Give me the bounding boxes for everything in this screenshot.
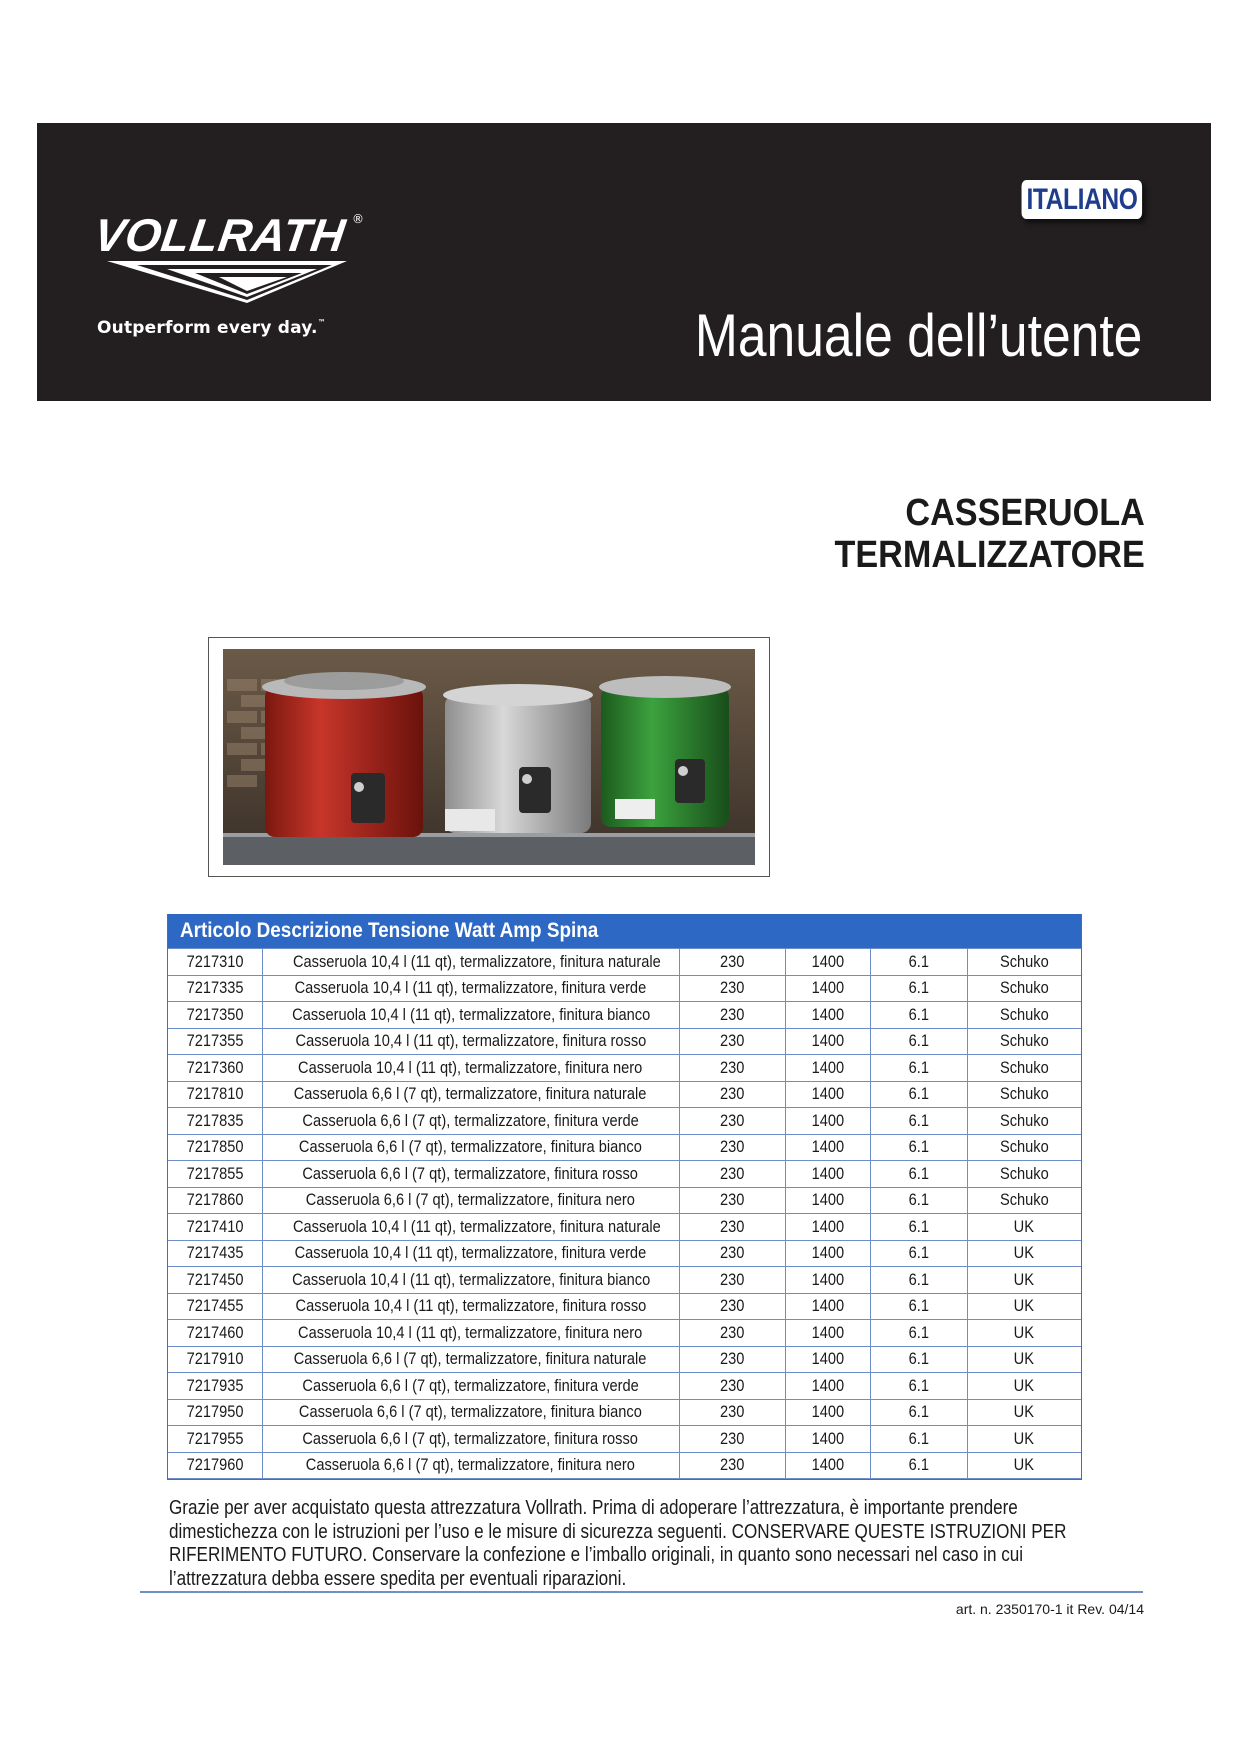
cell-description xyxy=(262,1373,679,1400)
cell-plug xyxy=(967,1346,1081,1373)
cell-text: 7217450 xyxy=(186,1269,244,1289)
cell-text: 6.1 xyxy=(908,1428,929,1448)
cell-watt xyxy=(785,1320,870,1347)
cell-text: 230 xyxy=(719,978,745,998)
table-row xyxy=(168,1267,1081,1294)
cell-description xyxy=(262,1426,679,1453)
cell-text: UK xyxy=(1014,1243,1035,1263)
cell-plug xyxy=(967,1373,1081,1400)
spec-table-header: Articolo Descrizione Tensione Watt Amp Spina xyxy=(168,914,1081,948)
svg-text:VOLLRATH: VOLLRATH xyxy=(90,209,349,261)
cell-description xyxy=(262,1002,679,1029)
cell-item-code xyxy=(168,1002,262,1029)
cell-watt xyxy=(785,1187,870,1214)
cell-text: 1400 xyxy=(811,1004,844,1024)
table-row xyxy=(168,1187,1081,1214)
cell-text: 6.1 xyxy=(908,1031,929,1051)
cell-voltage xyxy=(679,1452,785,1479)
cell-text: 7217950 xyxy=(186,1402,244,1422)
cell-text: 230 xyxy=(719,1084,745,1104)
cell-voltage xyxy=(679,1267,785,1294)
cell-plug xyxy=(967,1055,1081,1082)
cell-amp xyxy=(870,1161,967,1188)
cell-item-code xyxy=(168,1373,262,1400)
cell-plug xyxy=(967,1452,1081,1479)
cell-item-code xyxy=(168,1320,262,1347)
cell-text: 230 xyxy=(719,1163,745,1183)
cell-voltage xyxy=(679,1214,785,1241)
cell-text: Casseruola 10,4 l (11 qt), termalizzatore, finitura nero xyxy=(298,1322,643,1342)
cell-description xyxy=(262,1267,679,1294)
cell-text: 230 xyxy=(719,1137,745,1157)
cell-text: Casseruola 6,6 l (7 qt), termalizzatore, finitura naturale xyxy=(294,1349,647,1369)
cell-text: 6.1 xyxy=(908,1269,929,1289)
cell-text: Schuko xyxy=(999,951,1049,971)
cell-plug xyxy=(967,1399,1081,1426)
cell-watt xyxy=(785,949,870,976)
cell-text: Casseruola 10,4 l (11 qt), termalizzatore, finitura verde xyxy=(294,978,647,998)
cell-amp xyxy=(870,1134,967,1161)
cell-description xyxy=(262,1161,679,1188)
table-row xyxy=(168,1320,1081,1347)
cell-text: Casseruola 6,6 l (7 qt), termalizzatore, finitura rosso xyxy=(302,1428,639,1448)
cell-text: 7217310 xyxy=(186,951,244,971)
cell-plug xyxy=(967,1240,1081,1267)
cell-text: 6.1 xyxy=(908,1084,929,1104)
cell-watt xyxy=(785,1028,870,1055)
cell-item-code xyxy=(168,1426,262,1453)
cell-text: Schuko xyxy=(999,1110,1049,1130)
cell-amp xyxy=(870,1187,967,1214)
cell-text: 7217910 xyxy=(186,1349,244,1369)
cell-amp xyxy=(870,1293,967,1320)
cell-text: Casseruola 6,6 l (7 qt), termalizzatore, finitura bianco xyxy=(299,1137,642,1157)
cell-text: Casseruola 6,6 l (7 qt), termalizzatore, finitura verde xyxy=(302,1110,639,1130)
cell-text: 7217855 xyxy=(186,1163,244,1183)
cell-watt xyxy=(785,1346,870,1373)
cell-plug xyxy=(967,1081,1081,1108)
cell-amp xyxy=(870,975,967,1002)
cell-text: 6.1 xyxy=(908,1455,929,1475)
svg-text:®: ® xyxy=(352,212,364,226)
cell-text: Casseruola 6,6 l (7 qt), termalizzatore, finitura bianco xyxy=(299,1402,642,1422)
cell-text: 1400 xyxy=(811,1428,844,1448)
cell-text: 230 xyxy=(719,1455,745,1475)
product-title xyxy=(835,492,1145,576)
table-row xyxy=(168,949,1081,976)
cell-plug xyxy=(967,1293,1081,1320)
table-row xyxy=(168,975,1081,1002)
cell-text: Casseruola 10,4 l (11 qt), termalizzatore, finitura rosso xyxy=(295,1296,646,1316)
cell-item-code xyxy=(168,1214,262,1241)
cell-description xyxy=(262,949,679,976)
cell-amp xyxy=(870,1028,967,1055)
cell-text: 1400 xyxy=(811,1084,844,1104)
cell-text: UK xyxy=(1014,1428,1035,1448)
table-row xyxy=(168,1346,1081,1373)
cell-watt xyxy=(785,1373,870,1400)
cell-amp xyxy=(870,1452,967,1479)
cell-text: UK xyxy=(1014,1216,1035,1236)
cell-plug xyxy=(967,1108,1081,1135)
cell-description xyxy=(262,1214,679,1241)
cell-amp xyxy=(870,1108,967,1135)
cell-text: 6.1 xyxy=(908,1137,929,1157)
vollrath-logo xyxy=(90,203,387,313)
cell-amp xyxy=(870,1081,967,1108)
cell-plug xyxy=(967,1320,1081,1347)
cell-text: 1400 xyxy=(811,1057,844,1077)
cell-amp xyxy=(870,1320,967,1347)
cell-item-code xyxy=(168,1028,262,1055)
table-row xyxy=(168,1452,1081,1479)
cell-description xyxy=(262,1081,679,1108)
cell-text: 7217360 xyxy=(186,1057,244,1077)
cell-item-code xyxy=(168,1108,262,1135)
cell-voltage xyxy=(679,1240,785,1267)
cell-text: 7217835 xyxy=(186,1110,244,1130)
cell-description xyxy=(262,1240,679,1267)
cell-text: 6.1 xyxy=(908,1004,929,1024)
cell-text: 1400 xyxy=(811,951,844,971)
cell-text: UK xyxy=(1014,1455,1035,1475)
cell-text: 7217935 xyxy=(186,1375,244,1395)
cell-description xyxy=(262,1055,679,1082)
cell-text: 6.1 xyxy=(908,1057,929,1077)
cell-text: 6.1 xyxy=(908,1349,929,1369)
cell-text: 1400 xyxy=(811,1455,844,1475)
cell-text: 230 xyxy=(719,1190,745,1210)
cell-text: Casseruola 6,6 l (7 qt), termalizzatore, finitura verde xyxy=(302,1375,639,1395)
cell-text: 7217350 xyxy=(186,1004,244,1024)
product-photo xyxy=(208,637,770,877)
cell-text: UK xyxy=(1014,1269,1035,1289)
cell-text: 1400 xyxy=(811,1402,844,1422)
cell-plug xyxy=(967,1028,1081,1055)
cell-text: 1400 xyxy=(811,1110,844,1130)
cell-text: 1400 xyxy=(811,1322,844,1342)
cell-item-code xyxy=(168,1055,262,1082)
cell-voltage xyxy=(679,1187,785,1214)
cell-text: Schuko xyxy=(999,978,1049,998)
cell-voltage xyxy=(679,1346,785,1373)
table-row xyxy=(168,1426,1081,1453)
cell-amp xyxy=(870,1002,967,1029)
cell-text: Schuko xyxy=(999,1190,1049,1210)
cell-plug xyxy=(967,1134,1081,1161)
cell-item-code xyxy=(168,1161,262,1188)
cell-text: Casseruola 10,4 l (11 qt), termalizzatore, finitura verde xyxy=(294,1243,647,1263)
cell-voltage xyxy=(679,949,785,976)
cell-voltage xyxy=(679,1055,785,1082)
cell-text: 7217810 xyxy=(186,1084,244,1104)
cell-amp xyxy=(870,1426,967,1453)
cell-item-code xyxy=(168,1240,262,1267)
cell-plug xyxy=(967,1426,1081,1453)
cell-voltage xyxy=(679,1161,785,1188)
cell-text: 230 xyxy=(719,1349,745,1369)
cell-text: 6.1 xyxy=(908,951,929,971)
cell-text: 6.1 xyxy=(908,1163,929,1183)
cell-voltage xyxy=(679,1028,785,1055)
cell-item-code xyxy=(168,1293,262,1320)
cell-text: 1400 xyxy=(811,1243,844,1263)
cell-text: 7217410 xyxy=(186,1216,244,1236)
cell-item-code xyxy=(168,975,262,1002)
cell-text: Casseruola 10,4 l (11 qt), termalizzatore, finitura bianco xyxy=(291,1004,650,1024)
cell-voltage xyxy=(679,1320,785,1347)
cell-voltage xyxy=(679,1426,785,1453)
cell-text: 1400 xyxy=(811,978,844,998)
cell-text: Casseruola 6,6 l (7 qt), termalizzatore, finitura nero xyxy=(305,1455,636,1475)
cell-voltage xyxy=(679,975,785,1002)
cell-text: 1400 xyxy=(811,1190,844,1210)
cell-text: 6.1 xyxy=(908,1110,929,1130)
cell-plug xyxy=(967,975,1081,1002)
cell-text: Schuko xyxy=(999,1004,1049,1024)
cell-description xyxy=(262,1293,679,1320)
cell-text: 230 xyxy=(719,1269,745,1289)
cell-plug xyxy=(967,1214,1081,1241)
cell-description xyxy=(262,1134,679,1161)
cell-watt xyxy=(785,1452,870,1479)
cell-description xyxy=(262,1320,679,1347)
cell-text: 6.1 xyxy=(908,1216,929,1236)
cell-text: Schuko xyxy=(999,1163,1049,1183)
table-row xyxy=(168,1055,1081,1082)
cell-text: 6.1 xyxy=(908,1190,929,1210)
table-row xyxy=(168,1002,1081,1029)
table-row xyxy=(168,1399,1081,1426)
cell-text: 7217435 xyxy=(186,1243,244,1263)
cell-amp xyxy=(870,1267,967,1294)
cell-watt xyxy=(785,1134,870,1161)
cell-plug xyxy=(967,1187,1081,1214)
cell-voltage xyxy=(679,1108,785,1135)
cell-text: Casseruola 6,6 l (7 qt), termalizzatore, finitura nero xyxy=(305,1190,636,1210)
cell-text: Schuko xyxy=(999,1137,1049,1157)
cell-amp xyxy=(870,1373,967,1400)
cell-text: 7217455 xyxy=(186,1296,244,1316)
cell-text: Schuko xyxy=(999,1057,1049,1077)
cell-text: 7217860 xyxy=(186,1190,244,1210)
cell-text: Schuko xyxy=(999,1031,1049,1051)
footer-rule xyxy=(140,1591,1143,1593)
language-badge: ITALIANO xyxy=(1021,180,1142,219)
header-band xyxy=(37,123,1211,401)
cell-voltage xyxy=(679,1002,785,1029)
cell-text: 1400 xyxy=(811,1269,844,1289)
cell-text: UK xyxy=(1014,1322,1035,1342)
cell-description xyxy=(262,975,679,1002)
cell-text: Casseruola 6,6 l (7 qt), termalizzatore, finitura naturale xyxy=(294,1084,647,1104)
cell-description xyxy=(262,1187,679,1214)
cell-text: 230 xyxy=(719,1243,745,1263)
cell-voltage xyxy=(679,1399,785,1426)
product-title-line1: CASSERUOLA xyxy=(905,492,1145,534)
cell-text: 6.1 xyxy=(908,1296,929,1316)
cell-text: UK xyxy=(1014,1349,1035,1369)
cell-watt xyxy=(785,1267,870,1294)
cell-description xyxy=(262,1452,679,1479)
table-row xyxy=(168,1028,1081,1055)
cell-text: 6.1 xyxy=(908,978,929,998)
cell-text: UK xyxy=(1014,1402,1035,1422)
product-title-line2: TERMALIZZATORE xyxy=(834,534,1145,576)
cell-text: Casseruola 10,4 l (11 qt), termalizzatore, finitura bianco xyxy=(291,1269,650,1289)
cell-text: 230 xyxy=(719,1375,745,1395)
cell-text: 1400 xyxy=(811,1031,844,1051)
cell-plug xyxy=(967,949,1081,976)
cell-amp xyxy=(870,1346,967,1373)
kettles-illustration xyxy=(223,649,755,865)
cell-text: 1400 xyxy=(811,1349,844,1369)
cell-text: 230 xyxy=(719,1296,745,1316)
cell-text: Casseruola 10,4 l (11 qt), termalizzatore, finitura nero xyxy=(298,1057,643,1077)
cell-amp xyxy=(870,1214,967,1241)
manual-title: Manuale dell’utente xyxy=(694,302,1142,369)
table-row xyxy=(168,1134,1081,1161)
cell-description xyxy=(262,1108,679,1135)
cell-watt xyxy=(785,1426,870,1453)
cell-plug xyxy=(967,1161,1081,1188)
cell-text: 1400 xyxy=(811,1296,844,1316)
cell-text: Schuko xyxy=(999,1084,1049,1104)
table-row xyxy=(168,1373,1081,1400)
cell-amp xyxy=(870,1055,967,1082)
cell-item-code xyxy=(168,1267,262,1294)
spec-table xyxy=(167,914,1082,1480)
cell-text: 230 xyxy=(719,951,745,971)
cell-description xyxy=(262,1028,679,1055)
cell-amp xyxy=(870,949,967,976)
cell-watt xyxy=(785,1293,870,1320)
spec-table-body xyxy=(168,948,1081,1479)
cell-text: Casseruola 6,6 l (7 qt), termalizzatore, finitura rosso xyxy=(302,1163,639,1183)
table-row xyxy=(168,1081,1081,1108)
cell-amp xyxy=(870,1240,967,1267)
cell-description xyxy=(262,1399,679,1426)
cell-text: 1400 xyxy=(811,1163,844,1183)
cell-voltage xyxy=(679,1081,785,1108)
cell-text: 230 xyxy=(719,1322,745,1342)
cell-item-code xyxy=(168,1399,262,1426)
cell-watt xyxy=(785,1055,870,1082)
cell-text: UK xyxy=(1014,1296,1035,1316)
cell-text: 230 xyxy=(719,1031,745,1051)
cell-voltage xyxy=(679,1134,785,1161)
cell-plug xyxy=(967,1267,1081,1294)
cell-text: Casseruola 10,4 l (11 qt), termalizzatore, finitura naturale xyxy=(292,951,661,971)
cell-item-code xyxy=(168,1187,262,1214)
cell-watt xyxy=(785,1108,870,1135)
cell-text: 6.1 xyxy=(908,1402,929,1422)
cell-text: 230 xyxy=(719,1428,745,1448)
table-row xyxy=(168,1214,1081,1241)
cell-text: UK xyxy=(1014,1375,1035,1395)
cell-text: 230 xyxy=(719,1004,745,1024)
table-row xyxy=(168,1240,1081,1267)
cell-text: Casseruola 10,4 l (11 qt), termalizzatore, finitura rosso xyxy=(295,1031,646,1051)
cell-voltage xyxy=(679,1373,785,1400)
cell-watt xyxy=(785,1399,870,1426)
cell-item-code xyxy=(168,1452,262,1479)
cell-watt xyxy=(785,1161,870,1188)
cell-text: 230 xyxy=(719,1057,745,1077)
cell-text: 7217460 xyxy=(186,1322,244,1342)
cell-item-code xyxy=(168,1081,262,1108)
cell-plug xyxy=(967,1002,1081,1029)
cell-watt xyxy=(785,1081,870,1108)
cell-amp xyxy=(870,1399,967,1426)
cell-voltage xyxy=(679,1293,785,1320)
cell-text: 7217355 xyxy=(186,1031,244,1051)
brand-tagline: Outperform every day.™ xyxy=(97,318,326,338)
table-row xyxy=(168,1108,1081,1135)
cell-text: 7217960 xyxy=(186,1455,244,1475)
cell-text: Casseruola 10,4 l (11 qt), termalizzatore, finitura naturale xyxy=(292,1216,661,1236)
intro-paragraph: Grazie per aver acquistato questa attrezzatura Vollrath. Prima di adoperare l’attrezzatura, è importante prendere dimestichezza con le istruzioni per l’uso e le misure di sicurezza seguenti. CONSERVARE QUESTE ISTRUZIONI PER RIFERIMENTO FUTURO. Conservare la confezione e l’imballo originali, in quanto sono necessari nel caso in cui l’attrezzatura debba essere spedita per eventuali riparazioni. xyxy=(169,1497,1067,1590)
cell-watt xyxy=(785,975,870,1002)
cell-text: 7217850 xyxy=(186,1137,244,1157)
cell-item-code xyxy=(168,1346,262,1373)
cell-item-code xyxy=(168,1134,262,1161)
cell-watt xyxy=(785,1002,870,1029)
cell-watt xyxy=(785,1240,870,1267)
table-row xyxy=(168,1161,1081,1188)
cell-description xyxy=(262,1346,679,1373)
cell-text: 230 xyxy=(719,1110,745,1130)
cell-text: 6.1 xyxy=(908,1375,929,1395)
cell-item-code xyxy=(168,949,262,976)
cell-text: 7217335 xyxy=(186,978,244,998)
cell-text: 7217955 xyxy=(186,1428,244,1448)
cell-text: 1400 xyxy=(811,1375,844,1395)
cell-text: 230 xyxy=(719,1216,745,1236)
cell-text: 230 xyxy=(719,1402,745,1422)
cell-text: 1400 xyxy=(811,1216,844,1236)
part-number: art. n. 2350170-1 it Rev. 04/14 xyxy=(955,1601,1144,1617)
cell-text: 6.1 xyxy=(908,1243,929,1263)
cell-watt xyxy=(785,1214,870,1241)
table-row xyxy=(168,1293,1081,1320)
cell-text: 1400 xyxy=(811,1137,844,1157)
cell-text: 6.1 xyxy=(908,1322,929,1342)
